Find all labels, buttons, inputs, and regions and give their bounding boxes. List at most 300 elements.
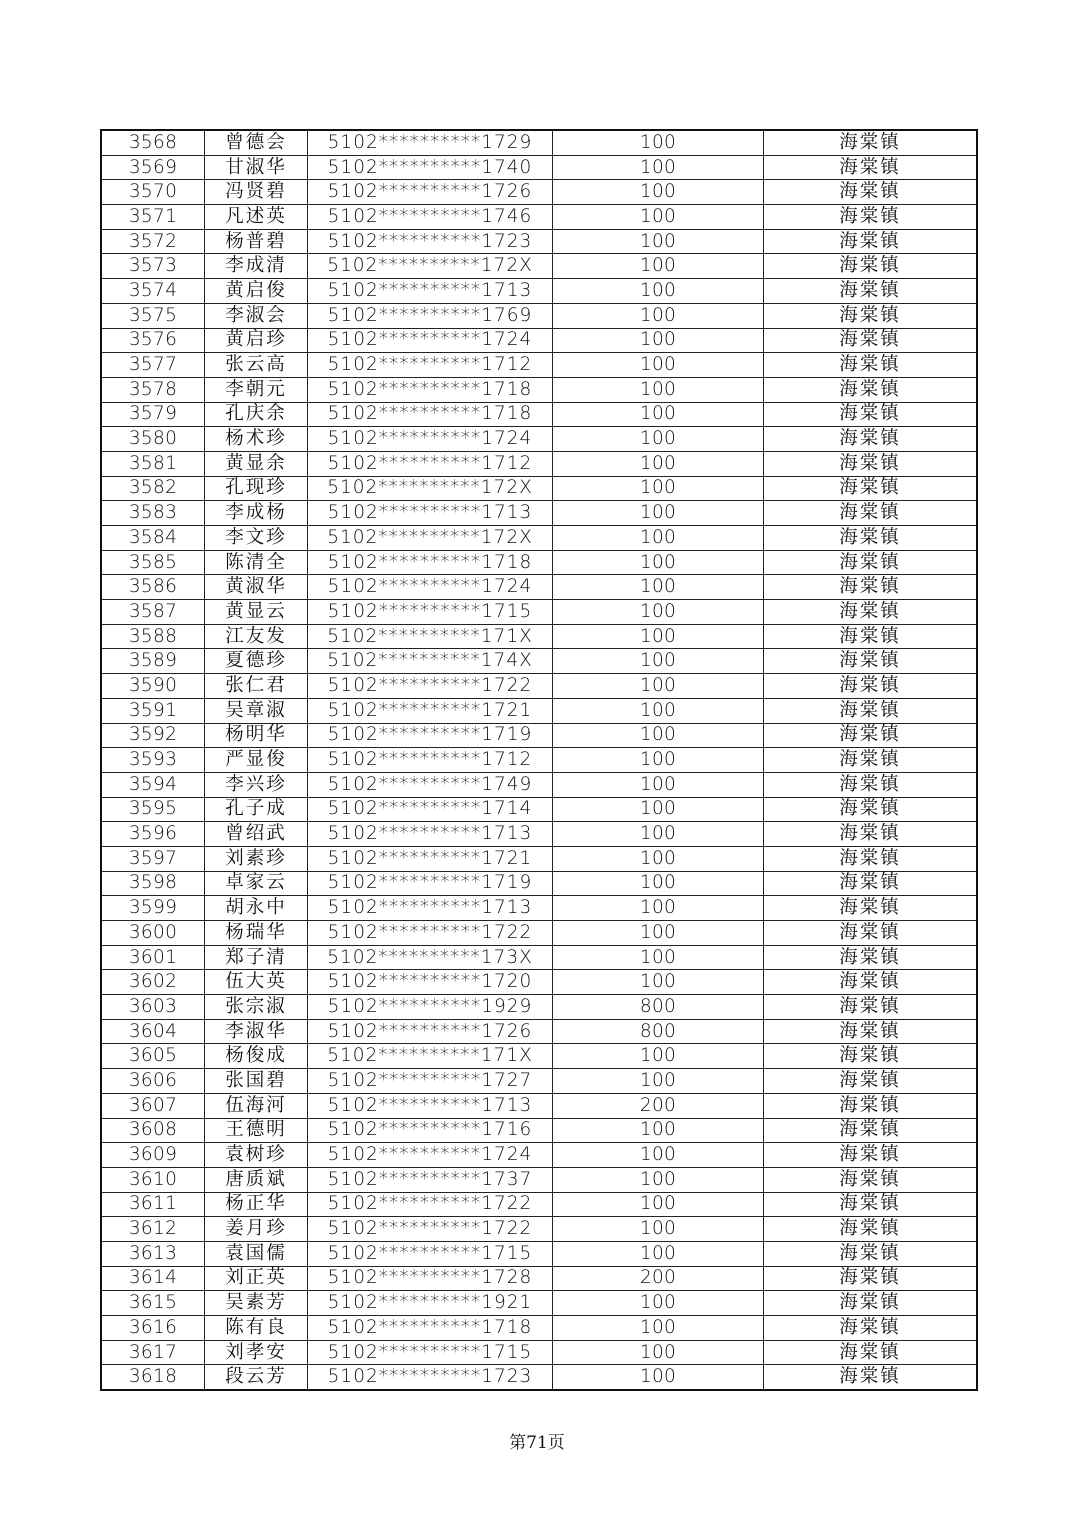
town-cell: 海棠镇 bbox=[764, 1266, 978, 1291]
serial-number-cell: 3568 bbox=[101, 130, 205, 155]
id-number-cell: 5102**********1713 bbox=[308, 1093, 553, 1118]
id-number-cell: 5102**********1712 bbox=[308, 451, 553, 476]
serial-number-cell: 3583 bbox=[101, 501, 205, 526]
amount-cell: 800 bbox=[553, 1019, 764, 1044]
name-cell: 袁树珍 bbox=[205, 1143, 308, 1168]
name-cell: 张宗淑 bbox=[205, 995, 308, 1020]
table-row bbox=[101, 1241, 977, 1266]
amount-cell: 100 bbox=[553, 353, 764, 378]
id-number-cell: 5102**********1713 bbox=[308, 279, 553, 304]
serial-number-cell: 3570 bbox=[101, 180, 205, 205]
amount-cell: 100 bbox=[553, 1069, 764, 1094]
name-cell: 吴素芳 bbox=[205, 1291, 308, 1316]
name-cell: 刘孝安 bbox=[205, 1340, 308, 1365]
serial-number-cell: 3610 bbox=[101, 1167, 205, 1192]
name-cell: 黄启珍 bbox=[205, 328, 308, 353]
town-cell: 海棠镇 bbox=[764, 254, 978, 279]
serial-number-cell: 3571 bbox=[101, 205, 205, 230]
name-cell: 孔子成 bbox=[205, 797, 308, 822]
name-cell: 夏德珍 bbox=[205, 649, 308, 674]
amount-cell: 100 bbox=[553, 846, 764, 871]
town-cell: 海棠镇 bbox=[764, 1217, 978, 1242]
town-cell: 海棠镇 bbox=[764, 822, 978, 847]
table-row bbox=[101, 451, 977, 476]
id-number-cell: 5102**********1726 bbox=[308, 180, 553, 205]
id-number-cell: 5102**********173X bbox=[308, 945, 553, 970]
amount-cell: 100 bbox=[553, 1340, 764, 1365]
serial-number-cell: 3591 bbox=[101, 698, 205, 723]
amount-cell: 100 bbox=[553, 279, 764, 304]
table-row bbox=[101, 254, 977, 279]
id-number-cell: 5102**********1719 bbox=[308, 871, 553, 896]
name-cell: 吴章淑 bbox=[205, 698, 308, 723]
id-number-cell: 5102**********1737 bbox=[308, 1167, 553, 1192]
name-cell: 张云高 bbox=[205, 353, 308, 378]
id-number-cell: 5102**********1769 bbox=[308, 303, 553, 328]
amount-cell: 100 bbox=[553, 402, 764, 427]
table-row bbox=[101, 1093, 977, 1118]
id-number-cell: 5102**********1921 bbox=[308, 1291, 553, 1316]
amount-cell: 100 bbox=[553, 1291, 764, 1316]
table-row bbox=[101, 970, 977, 995]
id-number-cell: 5102**********1724 bbox=[308, 575, 553, 600]
name-cell: 杨瑞华 bbox=[205, 921, 308, 946]
table-row bbox=[101, 600, 977, 625]
table-row bbox=[101, 476, 977, 501]
name-cell: 刘素珍 bbox=[205, 846, 308, 871]
serial-number-cell: 3586 bbox=[101, 575, 205, 600]
table-row bbox=[101, 1291, 977, 1316]
serial-number-cell: 3609 bbox=[101, 1143, 205, 1168]
name-cell: 李文珍 bbox=[205, 526, 308, 551]
amount-cell: 100 bbox=[553, 1192, 764, 1217]
table-row bbox=[101, 871, 977, 896]
serial-number-cell: 3614 bbox=[101, 1266, 205, 1291]
town-cell: 海棠镇 bbox=[764, 600, 978, 625]
serial-number-cell: 3615 bbox=[101, 1291, 205, 1316]
roster-table bbox=[100, 129, 978, 1391]
town-cell: 海棠镇 bbox=[764, 130, 978, 155]
serial-number-cell: 3611 bbox=[101, 1192, 205, 1217]
amount-cell: 100 bbox=[553, 921, 764, 946]
town-cell: 海棠镇 bbox=[764, 649, 978, 674]
id-number-cell: 5102**********1718 bbox=[308, 377, 553, 402]
serial-number-cell: 3617 bbox=[101, 1340, 205, 1365]
table-row bbox=[101, 1044, 977, 1069]
id-number-cell: 5102**********1724 bbox=[308, 328, 553, 353]
table-row bbox=[101, 674, 977, 699]
amount-cell: 100 bbox=[553, 476, 764, 501]
table-row bbox=[101, 1118, 977, 1143]
amount-cell: 100 bbox=[553, 698, 764, 723]
town-cell: 海棠镇 bbox=[764, 748, 978, 773]
name-cell: 李成清 bbox=[205, 254, 308, 279]
table-row bbox=[101, 402, 977, 427]
serial-number-cell: 3616 bbox=[101, 1316, 205, 1341]
id-number-cell: 5102**********1721 bbox=[308, 846, 553, 871]
town-cell: 海棠镇 bbox=[764, 723, 978, 748]
id-number-cell: 5102**********1720 bbox=[308, 970, 553, 995]
name-cell: 伍海河 bbox=[205, 1093, 308, 1118]
id-number-cell: 5102**********1722 bbox=[308, 921, 553, 946]
serial-number-cell: 3597 bbox=[101, 846, 205, 871]
table-row bbox=[101, 155, 977, 180]
amount-cell: 100 bbox=[553, 427, 764, 452]
amount-cell: 100 bbox=[553, 180, 764, 205]
amount-cell: 100 bbox=[553, 723, 764, 748]
id-number-cell: 5102**********1715 bbox=[308, 1241, 553, 1266]
serial-number-cell: 3605 bbox=[101, 1044, 205, 1069]
serial-number-cell: 3579 bbox=[101, 402, 205, 427]
town-cell: 海棠镇 bbox=[764, 377, 978, 402]
town-cell: 海棠镇 bbox=[764, 526, 978, 551]
name-cell: 孔现珍 bbox=[205, 476, 308, 501]
amount-cell: 100 bbox=[553, 229, 764, 254]
name-cell: 杨俊成 bbox=[205, 1044, 308, 1069]
name-cell: 李朝元 bbox=[205, 377, 308, 402]
id-number-cell: 5102**********1726 bbox=[308, 1019, 553, 1044]
town-cell: 海棠镇 bbox=[764, 279, 978, 304]
amount-cell: 100 bbox=[553, 797, 764, 822]
serial-number-cell: 3607 bbox=[101, 1093, 205, 1118]
town-cell: 海棠镇 bbox=[764, 797, 978, 822]
amount-cell: 200 bbox=[553, 1093, 764, 1118]
table-row bbox=[101, 303, 977, 328]
serial-number-cell: 3604 bbox=[101, 1019, 205, 1044]
table-row bbox=[101, 1365, 977, 1390]
table-row bbox=[101, 575, 977, 600]
id-number-cell: 5102**********1715 bbox=[308, 600, 553, 625]
amount-cell: 100 bbox=[553, 303, 764, 328]
table-row bbox=[101, 229, 977, 254]
amount-cell: 100 bbox=[553, 1118, 764, 1143]
id-number-cell: 5102**********1724 bbox=[308, 427, 553, 452]
table-row bbox=[101, 328, 977, 353]
id-number-cell: 5102**********1713 bbox=[308, 896, 553, 921]
town-cell: 海棠镇 bbox=[764, 180, 978, 205]
serial-number-cell: 3608 bbox=[101, 1118, 205, 1143]
id-number-cell: 5102**********174X bbox=[308, 649, 553, 674]
id-number-cell: 5102**********1724 bbox=[308, 1143, 553, 1168]
town-cell: 海棠镇 bbox=[764, 229, 978, 254]
table-row bbox=[101, 1069, 977, 1094]
town-cell: 海棠镇 bbox=[764, 303, 978, 328]
amount-cell: 100 bbox=[553, 871, 764, 896]
town-cell: 海棠镇 bbox=[764, 427, 978, 452]
name-cell: 曾德会 bbox=[205, 130, 308, 155]
roster-table-body bbox=[101, 130, 977, 1390]
serial-number-cell: 3573 bbox=[101, 254, 205, 279]
serial-number-cell: 3576 bbox=[101, 328, 205, 353]
town-cell: 海棠镇 bbox=[764, 1316, 978, 1341]
serial-number-cell: 3618 bbox=[101, 1365, 205, 1390]
table-row bbox=[101, 1217, 977, 1242]
table-row bbox=[101, 995, 977, 1020]
name-cell: 陈有良 bbox=[205, 1316, 308, 1341]
table-row bbox=[101, 921, 977, 946]
name-cell: 陈清全 bbox=[205, 550, 308, 575]
name-cell: 袁国儒 bbox=[205, 1241, 308, 1266]
name-cell: 严显俊 bbox=[205, 748, 308, 773]
town-cell: 海棠镇 bbox=[764, 1192, 978, 1217]
id-number-cell: 5102**********1712 bbox=[308, 353, 553, 378]
id-number-cell: 5102**********172X bbox=[308, 254, 553, 279]
amount-cell: 100 bbox=[553, 649, 764, 674]
name-cell: 李兴珍 bbox=[205, 772, 308, 797]
name-cell: 杨明华 bbox=[205, 723, 308, 748]
id-number-cell: 5102**********1723 bbox=[308, 229, 553, 254]
name-cell: 张仁君 bbox=[205, 674, 308, 699]
id-number-cell: 5102**********1722 bbox=[308, 674, 553, 699]
amount-cell: 100 bbox=[553, 822, 764, 847]
town-cell: 海棠镇 bbox=[764, 155, 978, 180]
serial-number-cell: 3582 bbox=[101, 476, 205, 501]
id-number-cell: 5102**********1929 bbox=[308, 995, 553, 1020]
page-number: 第71页 bbox=[509, 1433, 565, 1453]
table-row bbox=[101, 797, 977, 822]
id-number-cell: 5102**********1727 bbox=[308, 1069, 553, 1094]
serial-number-cell: 3613 bbox=[101, 1241, 205, 1266]
name-cell: 孔庆余 bbox=[205, 402, 308, 427]
name-cell: 曾绍武 bbox=[205, 822, 308, 847]
name-cell: 卓家云 bbox=[205, 871, 308, 896]
table-row bbox=[101, 846, 977, 871]
name-cell: 黄启俊 bbox=[205, 279, 308, 304]
town-cell: 海棠镇 bbox=[764, 353, 978, 378]
town-cell: 海棠镇 bbox=[764, 970, 978, 995]
amount-cell: 100 bbox=[553, 550, 764, 575]
amount-cell: 100 bbox=[553, 748, 764, 773]
serial-number-cell: 3600 bbox=[101, 921, 205, 946]
id-number-cell: 5102**********1722 bbox=[308, 1192, 553, 1217]
amount-cell: 100 bbox=[553, 1241, 764, 1266]
id-number-cell: 5102**********1713 bbox=[308, 822, 553, 847]
name-cell: 杨正华 bbox=[205, 1192, 308, 1217]
id-number-cell: 5102**********1716 bbox=[308, 1118, 553, 1143]
town-cell: 海棠镇 bbox=[764, 921, 978, 946]
serial-number-cell: 3612 bbox=[101, 1217, 205, 1242]
name-cell: 唐质斌 bbox=[205, 1167, 308, 1192]
amount-cell: 800 bbox=[553, 995, 764, 1020]
town-cell: 海棠镇 bbox=[764, 674, 978, 699]
name-cell: 黄显余 bbox=[205, 451, 308, 476]
table-row bbox=[101, 1167, 977, 1192]
name-cell: 伍大英 bbox=[205, 970, 308, 995]
table-row bbox=[101, 1266, 977, 1291]
serial-number-cell: 3588 bbox=[101, 624, 205, 649]
table-row bbox=[101, 748, 977, 773]
id-number-cell: 5102**********1729 bbox=[308, 130, 553, 155]
town-cell: 海棠镇 bbox=[764, 1291, 978, 1316]
name-cell: 黄淑华 bbox=[205, 575, 308, 600]
town-cell: 海棠镇 bbox=[764, 328, 978, 353]
town-cell: 海棠镇 bbox=[764, 1044, 978, 1069]
serial-number-cell: 3587 bbox=[101, 600, 205, 625]
serial-number-cell: 3602 bbox=[101, 970, 205, 995]
name-cell: 王德明 bbox=[205, 1118, 308, 1143]
table-row bbox=[101, 772, 977, 797]
table-row bbox=[101, 1340, 977, 1365]
amount-cell: 100 bbox=[553, 1365, 764, 1390]
name-cell: 冯贤碧 bbox=[205, 180, 308, 205]
town-cell: 海棠镇 bbox=[764, 945, 978, 970]
amount-cell: 100 bbox=[553, 600, 764, 625]
amount-cell: 100 bbox=[553, 155, 764, 180]
amount-cell: 100 bbox=[553, 205, 764, 230]
id-number-cell: 5102**********1715 bbox=[308, 1340, 553, 1365]
id-number-cell: 5102**********1749 bbox=[308, 772, 553, 797]
amount-cell: 100 bbox=[553, 1217, 764, 1242]
serial-number-cell: 3596 bbox=[101, 822, 205, 847]
amount-cell: 200 bbox=[553, 1266, 764, 1291]
table-row bbox=[101, 698, 977, 723]
id-number-cell: 5102**********1740 bbox=[308, 155, 553, 180]
name-cell: 甘淑华 bbox=[205, 155, 308, 180]
town-cell: 海棠镇 bbox=[764, 205, 978, 230]
id-number-cell: 5102**********1712 bbox=[308, 748, 553, 773]
name-cell: 李成杨 bbox=[205, 501, 308, 526]
amount-cell: 100 bbox=[553, 130, 764, 155]
table-row bbox=[101, 896, 977, 921]
town-cell: 海棠镇 bbox=[764, 451, 978, 476]
serial-number-cell: 3590 bbox=[101, 674, 205, 699]
id-number-cell: 5102**********1746 bbox=[308, 205, 553, 230]
serial-number-cell: 3592 bbox=[101, 723, 205, 748]
id-number-cell: 5102**********1718 bbox=[308, 402, 553, 427]
serial-number-cell: 3584 bbox=[101, 526, 205, 551]
table-row bbox=[101, 205, 977, 230]
table-row bbox=[101, 1192, 977, 1217]
table-row bbox=[101, 353, 977, 378]
amount-cell: 100 bbox=[553, 1316, 764, 1341]
serial-number-cell: 3572 bbox=[101, 229, 205, 254]
table-row bbox=[101, 526, 977, 551]
amount-cell: 100 bbox=[553, 501, 764, 526]
amount-cell: 100 bbox=[553, 254, 764, 279]
town-cell: 海棠镇 bbox=[764, 476, 978, 501]
name-cell: 黄显云 bbox=[205, 600, 308, 625]
id-number-cell: 5102**********1719 bbox=[308, 723, 553, 748]
id-number-cell: 5102**********1721 bbox=[308, 698, 553, 723]
serial-number-cell: 3577 bbox=[101, 353, 205, 378]
town-cell: 海棠镇 bbox=[764, 846, 978, 871]
table-row bbox=[101, 180, 977, 205]
serial-number-cell: 3595 bbox=[101, 797, 205, 822]
name-cell: 胡永中 bbox=[205, 896, 308, 921]
town-cell: 海棠镇 bbox=[764, 501, 978, 526]
name-cell: 郑子清 bbox=[205, 945, 308, 970]
table-row bbox=[101, 649, 977, 674]
id-number-cell: 5102**********171X bbox=[308, 624, 553, 649]
name-cell: 杨普碧 bbox=[205, 229, 308, 254]
town-cell: 海棠镇 bbox=[764, 871, 978, 896]
id-number-cell: 5102**********172X bbox=[308, 526, 553, 551]
name-cell: 段云芳 bbox=[205, 1365, 308, 1390]
table-row bbox=[101, 945, 977, 970]
serial-number-cell: 3575 bbox=[101, 303, 205, 328]
name-cell: 刘正英 bbox=[205, 1266, 308, 1291]
amount-cell: 100 bbox=[553, 575, 764, 600]
id-number-cell: 5102**********1722 bbox=[308, 1217, 553, 1242]
serial-number-cell: 3599 bbox=[101, 896, 205, 921]
town-cell: 海棠镇 bbox=[764, 550, 978, 575]
serial-number-cell: 3606 bbox=[101, 1069, 205, 1094]
table-row bbox=[101, 624, 977, 649]
serial-number-cell: 3585 bbox=[101, 550, 205, 575]
serial-number-cell: 3589 bbox=[101, 649, 205, 674]
table-row bbox=[101, 130, 977, 155]
town-cell: 海棠镇 bbox=[764, 772, 978, 797]
town-cell: 海棠镇 bbox=[764, 624, 978, 649]
table-row bbox=[101, 427, 977, 452]
table-row bbox=[101, 1019, 977, 1044]
serial-number-cell: 3580 bbox=[101, 427, 205, 452]
town-cell: 海棠镇 bbox=[764, 575, 978, 600]
table-row bbox=[101, 550, 977, 575]
table-row bbox=[101, 1143, 977, 1168]
id-number-cell: 5102**********1723 bbox=[308, 1365, 553, 1390]
name-cell: 张国碧 bbox=[205, 1069, 308, 1094]
table-row bbox=[101, 1316, 977, 1341]
town-cell: 海棠镇 bbox=[764, 1365, 978, 1390]
town-cell: 海棠镇 bbox=[764, 1069, 978, 1094]
id-number-cell: 5102**********1718 bbox=[308, 1316, 553, 1341]
town-cell: 海棠镇 bbox=[764, 1340, 978, 1365]
serial-number-cell: 3574 bbox=[101, 279, 205, 304]
amount-cell: 100 bbox=[553, 674, 764, 699]
serial-number-cell: 3569 bbox=[101, 155, 205, 180]
town-cell: 海棠镇 bbox=[764, 1019, 978, 1044]
name-cell: 李淑华 bbox=[205, 1019, 308, 1044]
name-cell: 凡述英 bbox=[205, 205, 308, 230]
serial-number-cell: 3593 bbox=[101, 748, 205, 773]
amount-cell: 100 bbox=[553, 970, 764, 995]
table-row bbox=[101, 822, 977, 847]
amount-cell: 100 bbox=[553, 1044, 764, 1069]
amount-cell: 100 bbox=[553, 1167, 764, 1192]
town-cell: 海棠镇 bbox=[764, 1241, 978, 1266]
serial-number-cell: 3594 bbox=[101, 772, 205, 797]
town-cell: 海棠镇 bbox=[764, 896, 978, 921]
table-row bbox=[101, 377, 977, 402]
town-cell: 海棠镇 bbox=[764, 698, 978, 723]
serial-number-cell: 3601 bbox=[101, 945, 205, 970]
name-cell: 江友发 bbox=[205, 624, 308, 649]
serial-number-cell: 3578 bbox=[101, 377, 205, 402]
id-number-cell: 5102**********1713 bbox=[308, 501, 553, 526]
town-cell: 海棠镇 bbox=[764, 995, 978, 1020]
id-number-cell: 5102**********1728 bbox=[308, 1266, 553, 1291]
name-cell: 杨术珍 bbox=[205, 427, 308, 452]
amount-cell: 100 bbox=[553, 451, 764, 476]
amount-cell: 100 bbox=[553, 772, 764, 797]
id-number-cell: 5102**********1714 bbox=[308, 797, 553, 822]
serial-number-cell: 3598 bbox=[101, 871, 205, 896]
amount-cell: 100 bbox=[553, 1143, 764, 1168]
id-number-cell: 5102**********172X bbox=[308, 476, 553, 501]
name-cell: 姜月珍 bbox=[205, 1217, 308, 1242]
town-cell: 海棠镇 bbox=[764, 1143, 978, 1168]
table-row bbox=[101, 279, 977, 304]
amount-cell: 100 bbox=[553, 526, 764, 551]
serial-number-cell: 3603 bbox=[101, 995, 205, 1020]
amount-cell: 100 bbox=[553, 328, 764, 353]
amount-cell: 100 bbox=[553, 624, 764, 649]
town-cell: 海棠镇 bbox=[764, 1093, 978, 1118]
town-cell: 海棠镇 bbox=[764, 402, 978, 427]
amount-cell: 100 bbox=[553, 945, 764, 970]
id-number-cell: 5102**********1718 bbox=[308, 550, 553, 575]
